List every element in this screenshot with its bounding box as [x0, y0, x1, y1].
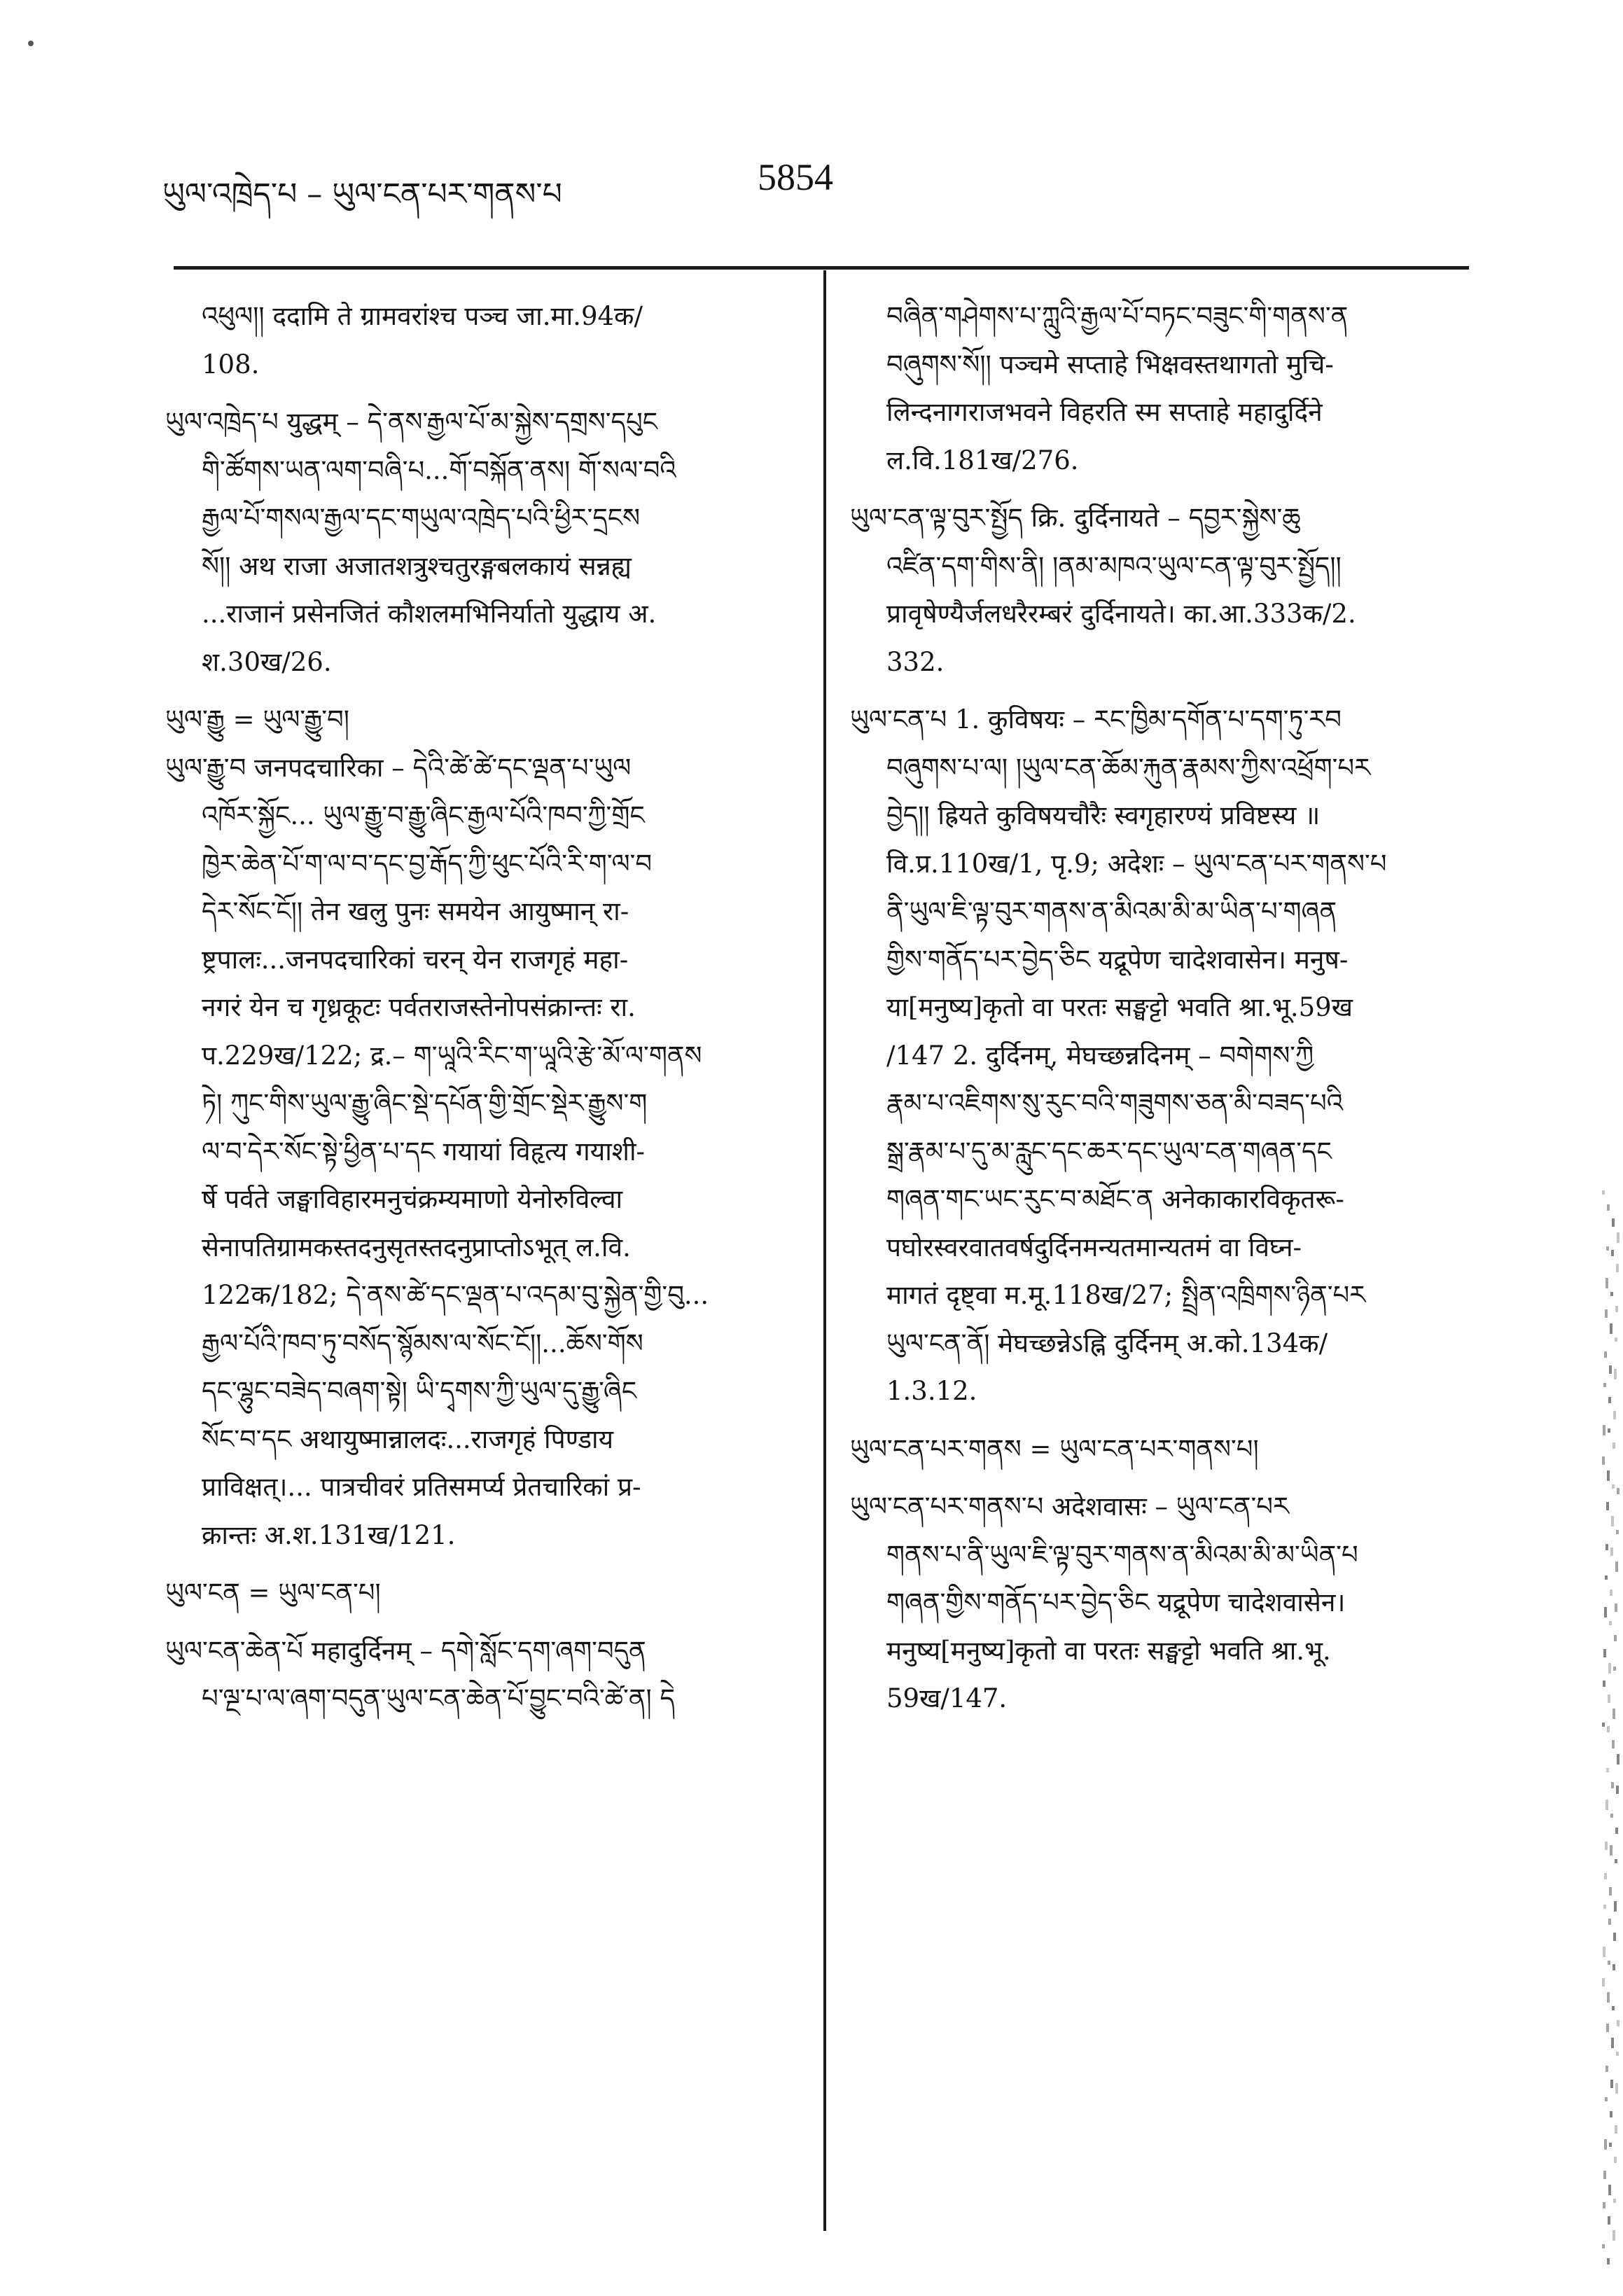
entry-continuation-line: རྒྱལ་པོ་གསལ་རྒྱལ་དང་གཡུལ་འཁྲེད་པའི་ཕྱིར་དྲངས: [202, 503, 641, 533]
scan-noise: [1611, 1516, 1614, 1526]
scan-noise: [1617, 1754, 1619, 1765]
scan-noise: [1602, 1456, 1605, 1465]
scan-noise: [1604, 1873, 1607, 1879]
scan-noise: [1610, 2111, 1612, 2117]
entry-continuation-line: नगरं येन च गृध्रकूटः पर्वतराजस्तेनोपसंक्रान्तः रा.: [202, 992, 636, 1022]
scan-noise: [1603, 2171, 1606, 2179]
entry-continuation-line: प.229ख/122; द्र.– ག་ཡཱའི་རིང་ག་ཡཱའི་རྩེ་མོ་ལ་གནས: [202, 1040, 702, 1071]
scan-noise: [1603, 1947, 1605, 1957]
scan-noise: [1606, 2024, 1609, 2032]
entry-continuation-line: དང་ལྷུང་བཟེད་བཞག་སྟེ། ཡི་དྭགས་ཀྱི་ཡུལ་དུ་རྒྱུ་ཞིང: [202, 1376, 637, 1406]
scan-noise: [1608, 2185, 1611, 2195]
entry-continuation-line: ल.वि.181ख/276.: [886, 445, 1079, 475]
left-column: [165, 293, 804, 1723]
scan-noise: [1608, 1961, 1610, 1965]
entry-continuation-line: ཡུལ་ངན་ནོ། मेघच्छन्नेऽह्नि दुर्दिनम् अ.को.134क/: [886, 1328, 1328, 1358]
scan-noise: [1610, 1814, 1613, 1818]
entry-continuation-line: གཞན་གང་ཡང་རུང་བ་མཐོང་ན अनेकाकारविकृतरू-: [886, 1184, 1344, 1214]
scan-noise: [1604, 2139, 1607, 2150]
scan-noise: [1616, 1786, 1619, 1794]
entry-continuation-line: དེར་སོང་ངོ།། तेन खलु पुनः समयेन आयुष्मान् रा-: [202, 896, 629, 926]
entry-continuation-line: वि.प्र.110ख/1, पृ.9; अदेशः – ཡུལ་ངན་པར་གནས་པ: [886, 848, 1387, 879]
scan-noise: [1602, 1978, 1605, 1987]
scan-noise: [1614, 1635, 1617, 1641]
scan-noise: [1615, 1306, 1618, 1312]
entry-headword-line: ཡུལ་ངན་ལྟ་བུར་སྤྱོད क्रि. दुर्दिनायते – དབྱར་སྐྱེས་ཆུ: [850, 503, 1301, 533]
entry-continuation-line: གྱིས་གནོད་པར་བྱེད་ཅིང यद्रूपेण चादेशवासेन। मनुष-: [886, 944, 1349, 975]
entry-headword-line: ཡུལ་རྒྱུ = ཡུལ་རྒྱུ་བ།: [165, 704, 349, 735]
scan-noise: [1616, 2052, 1619, 2056]
entry-continuation-line: लिन्दनागराजभवने विहरति स्म सप्ताहे महादुर्दिने: [886, 397, 1323, 427]
scan-noise: [1612, 1442, 1615, 1449]
scan-noise: [1605, 1842, 1608, 1850]
scan-noise: [1603, 1383, 1606, 1387]
scan-noise: [1610, 1589, 1612, 1596]
entry-continuation-line: ष्ट्रपालः...जनपदचारिकां चरन् येन राजगृहं महा-: [202, 944, 629, 975]
scan-noise: [1605, 1278, 1608, 1288]
entry-continuation-line: འཛིན་དག་གིས་ནི། །ནམ་མཁའ་ཡུལ་ངན་ལྟ་བུར་སྤྱོད།།: [886, 550, 1342, 581]
scan-noise: [1616, 1530, 1619, 1534]
scan-edge-shadow: [1602, 1190, 1623, 2296]
scan-noise: [1610, 1323, 1612, 1334]
scan-noise: [1615, 2125, 1617, 2134]
entry-continuation-line: प्राविक्षत्।... पात्रचीवरं प्रतिसमर्प्य प्रेतचारिकां प्र-: [202, 1472, 641, 1502]
scan-noise: [1611, 1250, 1614, 1256]
entry-continuation-line: བཞུགས་སོ།། पञ्चमे सप्ताहे भिक्षवस्तथागतो मुचि-: [886, 349, 1334, 380]
entry-continuation-line: /147 2. दुर्दिनम्, मेघच्छन्नदिनम् – བགེགས་ཀྱི: [886, 1040, 1314, 1071]
scan-noise: [1607, 1204, 1610, 1211]
scan-noise: [1605, 1544, 1608, 1550]
scan-noise: [1608, 2216, 1610, 2225]
entry-continuation-line: र्षे पर्वते जङ्घाविहारमनुचंक्रम्यमाणो येनोरुविल्वा: [202, 1184, 623, 1214]
scan-noise: [1615, 1828, 1618, 1834]
scan-noise: [1612, 2006, 1615, 2010]
entry-continuation-line: 108.: [202, 349, 260, 380]
scan-noise: [1607, 1992, 1610, 2003]
entry-headword-line: ཡུལ་འཁྲེད་པ युद्धम् – དེ་ནས་རྒྱལ་པོ་མ་སྐྱེས་དགྲས་དཔུང: [165, 407, 658, 437]
scan-noise: [1608, 1919, 1611, 1925]
scan-noise: [1615, 2083, 1618, 2094]
scan-noise: [1604, 1607, 1607, 1617]
scan-noise: [1606, 1502, 1609, 1510]
scan-noise: [1611, 2038, 1614, 2048]
entry-continuation-line: སྒྲ་རྣམ་པ་དུ་མ་རླུང་དང་ཆར་དང་ཡུལ་ངན་གཞན་དང: [886, 1136, 1332, 1167]
entry-continuation-line: 122क/182; དེ་ནས་ཚེ་དང་ལྡན་པ་འདམ་བུ་སྐྱེན་གྱི་བུ...: [202, 1280, 709, 1310]
scan-noise: [1610, 2080, 1613, 2088]
scan-noise: [1610, 1547, 1613, 1556]
entry-continuation-line: श.30ख/26.: [202, 646, 332, 677]
scan-noise: [1609, 1621, 1612, 1625]
scan-noise: [1603, 2202, 1605, 2208]
scan-noise: [1603, 1425, 1605, 1435]
scan-noise: [1609, 1887, 1612, 1895]
scan-noise: [1614, 1901, 1617, 1912]
scan-noise: [1609, 2143, 1612, 2147]
entry-continuation-line: 59ख/147.: [886, 1683, 1008, 1713]
scan-noise: [1605, 1309, 1608, 1318]
entry-continuation-line: या[मनुष्य]कृतो वा परतः सङ्घट्टो भवति श्रा.भू.59ख: [886, 992, 1353, 1022]
entry-continuation-line: मागतं दृष्ट्वा म.मू.118ख/27; སྤྲིན་འཁྲིགས་ཉིན་པར: [886, 1280, 1366, 1310]
scan-noise: [1607, 1726, 1610, 1732]
entry-continuation-line: པ་ལྔ་པ་ལ་ཞག་བདུན་ཡུལ་ངན་ཆེན་པོ་བྱུང་བའི་ཚེ་ན། དེ: [202, 1683, 675, 1713]
scan-noise: [1602, 1723, 1605, 1727]
entry-continuation-line: འཕུལ།། ददामि ते ग्रामवरांश्च पञ्च जा.मा.94क/: [202, 301, 643, 331]
scan-noise: [1614, 2157, 1617, 2163]
entry-continuation-line: རྒྱལ་པོའི་ཁབ་ཏུ་བསོད་སྙོམས་ལ་སོང་ངོ།།...ཆོས་གོས: [202, 1328, 643, 1358]
entry-continuation-line: 1.3.12.: [886, 1376, 977, 1406]
scan-noise: [1614, 1369, 1617, 1379]
scan-noise: [1613, 1667, 1616, 1671]
scan-noise: [1615, 1561, 1618, 1572]
entry-continuation-line: བྱེད།། ह्रियते कुविषयचौरैः स्वगृहारण्यं प्रविष्टस्य ॥: [886, 800, 1321, 830]
entry-continuation-line: मनुष्य[मनुष्य]कृतो वा परतः सङ्घट्टो भवति श्रा.भू.: [886, 1635, 1331, 1666]
scan-noise: [1602, 1190, 1605, 1195]
scan-noise: [1610, 1292, 1613, 1296]
entry-continuation-line: སོང་བ་དང अथायुष्मान्नालदः...राजगृहं पिण्डाय: [202, 1424, 614, 1454]
scan-noise: [1615, 1337, 1617, 1342]
entry-continuation-line: ནི་ཡུལ་ཇི་ལྟ་བུར་གནས་ན་མིའམ་མི་མ་ཡིན་པ་གཞན: [886, 896, 1337, 926]
scan-noise: [1605, 1800, 1608, 1810]
entry-continuation-line: पघोरस्वरवातवर्षदुर्दिनमन्यतमान्यतमं वा विघ्न-: [886, 1232, 1302, 1262]
entry-continuation-line: ...राजानं प्रसेनजितं कौशलमभिनिर्यातो युद्धाय अ.: [202, 599, 657, 629]
scan-noise: [1612, 1484, 1615, 1489]
scan-noise: [1613, 1411, 1616, 1419]
entry-continuation-line: བཞུགས་པ་ལ། །ཡུལ་ངན་ཆོམ་རྐུན་རྣམས་ཀྱིས་འཕྲོག་པར: [886, 752, 1371, 783]
scan-noise: [1605, 2097, 1608, 2101]
scan-noise: [1617, 1488, 1619, 1494]
scan-noise: [1608, 1397, 1611, 1403]
scan-noise: [1608, 1428, 1610, 1433]
entry-continuation-line: 332.: [886, 646, 945, 677]
entry-continuation-line: ལ་བ་དེར་སོང་སྟེ་ཕྱིན་པ་དང गयायां विहृत्य गयाशी-: [202, 1136, 646, 1167]
scan-noise: [1606, 1768, 1609, 1772]
scan-noise: [1610, 1845, 1612, 1856]
scan-noise: [1606, 1246, 1609, 1251]
scan-noise: [1612, 1218, 1615, 1227]
scan-noise: [1605, 2066, 1608, 2072]
entry-headword-line: ཡུལ་ངན = ཡུལ་ངན་པ།: [165, 1578, 381, 1608]
scan-noise: [1612, 1709, 1615, 1719]
entry-continuation-line: ཏེ། ཀུང་གིས་ཡུལ་རྒྱུ་ཞིང་སྡེ་དཔོན་གྱི་གྲོང་སྡེར་རྒྱུས་ག: [202, 1088, 648, 1118]
entry-continuation-line: རྣམ་པ་འཇིགས་སུ་རུང་བའི་གཟུགས་ཅན་མི་བཟད་པའི: [886, 1088, 1344, 1118]
scan-noise: [1612, 1740, 1615, 1748]
scan-noise: [1604, 1351, 1607, 1358]
scan-noise: [1603, 1905, 1606, 1909]
scan-noise: [1613, 1933, 1616, 1941]
scan-noise: [1607, 1470, 1610, 1481]
entry-continuation-line: སོ།། अथ राजा अजातशत्रुश्चतुरङ्गबलकायं सन्नह्य: [202, 550, 632, 581]
entry-continuation-line: सेनापतिग्रामकस्तदनुसृतस्तदनुप्राप्तोऽभूत् ल.वि.: [202, 1232, 631, 1262]
entry-continuation-line: གི་ཚོགས་ཡན་ལག་བཞི་པ...གོ་བསྐོན་ནས། གོ་སལ་བའི: [202, 454, 676, 485]
scan-noise: [1607, 2258, 1610, 2264]
entry-continuation-line: འཁོར་སྐྱོང... ཡུལ་རྒྱུ་བ་རྒྱུ་ཞིང་རྒྱལ་པོའི་ཁབ་ཀྱི་གྲོང: [202, 800, 645, 830]
scan-noise: [1609, 1365, 1612, 1374]
scan-noise: [1615, 1859, 1617, 1863]
scan-noise: [1603, 1681, 1605, 1687]
entry-continuation-line: བཞིན་གཤེགས་པ་ཀླུའི་རྒྱལ་པོ་བཏང་བཟུང་གི་གནས་ན: [886, 301, 1349, 331]
running-header: ཡུལ་འཁྲེད་པ – ཡུལ་ངན་པར་གནས་པ: [162, 176, 562, 212]
entry-continuation-line: གནས་པ་ནི་ཡུལ་ཇི་ལྟ་བུར་གནས་ན་མིའམ་མི་མ་ཡིན་པ: [886, 1539, 1358, 1570]
scan-noise: [1608, 1663, 1611, 1674]
scan-noise: [1613, 2199, 1616, 2203]
entry-continuation-line: ཁྱེར་ཆེན་པོ་ག་ལ་བ་དང་བྱ་རྒོད་ཀྱི་ཕུང་པོའི་རི་ག་ལ་བ: [202, 848, 653, 879]
scan-noise: [1617, 2020, 1619, 2026]
entry-headword-line: ཡུལ་ངན་ཆེན་པོ महादुर्दिनम् – དགེ་སློང་དག་ཞག་བདུན: [165, 1635, 646, 1666]
scan-noise: [1612, 1964, 1615, 1970]
scan-noise: [1611, 1782, 1614, 1788]
scan-noise: [1605, 1575, 1608, 1580]
entry-headword-line: ཡུལ་ངན་པ 1. कुविषयः – རང་ཁྱིམ་དགོན་པ་དག་ཏུ་རབ: [850, 704, 1342, 735]
scan-noise: [1608, 1695, 1610, 1703]
scan-noise: [1602, 2244, 1605, 2248]
scan-noise: [1617, 1232, 1619, 1243]
entry-continuation-line: क्रान्तः अ.श.131ख/121.: [202, 1519, 456, 1550]
scan-noise: [1612, 2230, 1615, 2241]
page-number: 5854: [758, 156, 833, 198]
entry-headword-line: ཡུལ་ངན་པར་གནས་པ अदेशवासः – ཡུལ་ངན་པར: [850, 1491, 1290, 1522]
scan-noise: [1616, 1264, 1619, 1272]
entry-headword-line: ཡུལ་ངན་པར་གནས = ཡུལ་ངན་པར་གནས་པ།: [850, 1433, 1259, 1464]
column-divider: [823, 270, 826, 2231]
scan-noise: [1615, 1603, 1617, 1612]
scan-noise: [1603, 1649, 1606, 1657]
entry-headword-line: ཡུལ་རྒྱུ་བ जनपदचारिका – དེའི་ཚེ་ཚེ་དང་ལྡན་པ་ཡུལ: [165, 752, 632, 783]
entry-continuation-line: प्रावृषेण्यैर्जलधरैरम्बरं दुर्दिनायते। का.आ.333क/2.: [886, 599, 1356, 629]
right-column: [850, 293, 1468, 1723]
entry-continuation-line: གཞན་གྱིས་གནོད་པར་བྱེད་ཅིང यद्रूपेण चादेशवासेन।: [886, 1587, 1346, 1617]
scan-speck: [28, 41, 34, 46]
header-rule: [174, 266, 1469, 270]
